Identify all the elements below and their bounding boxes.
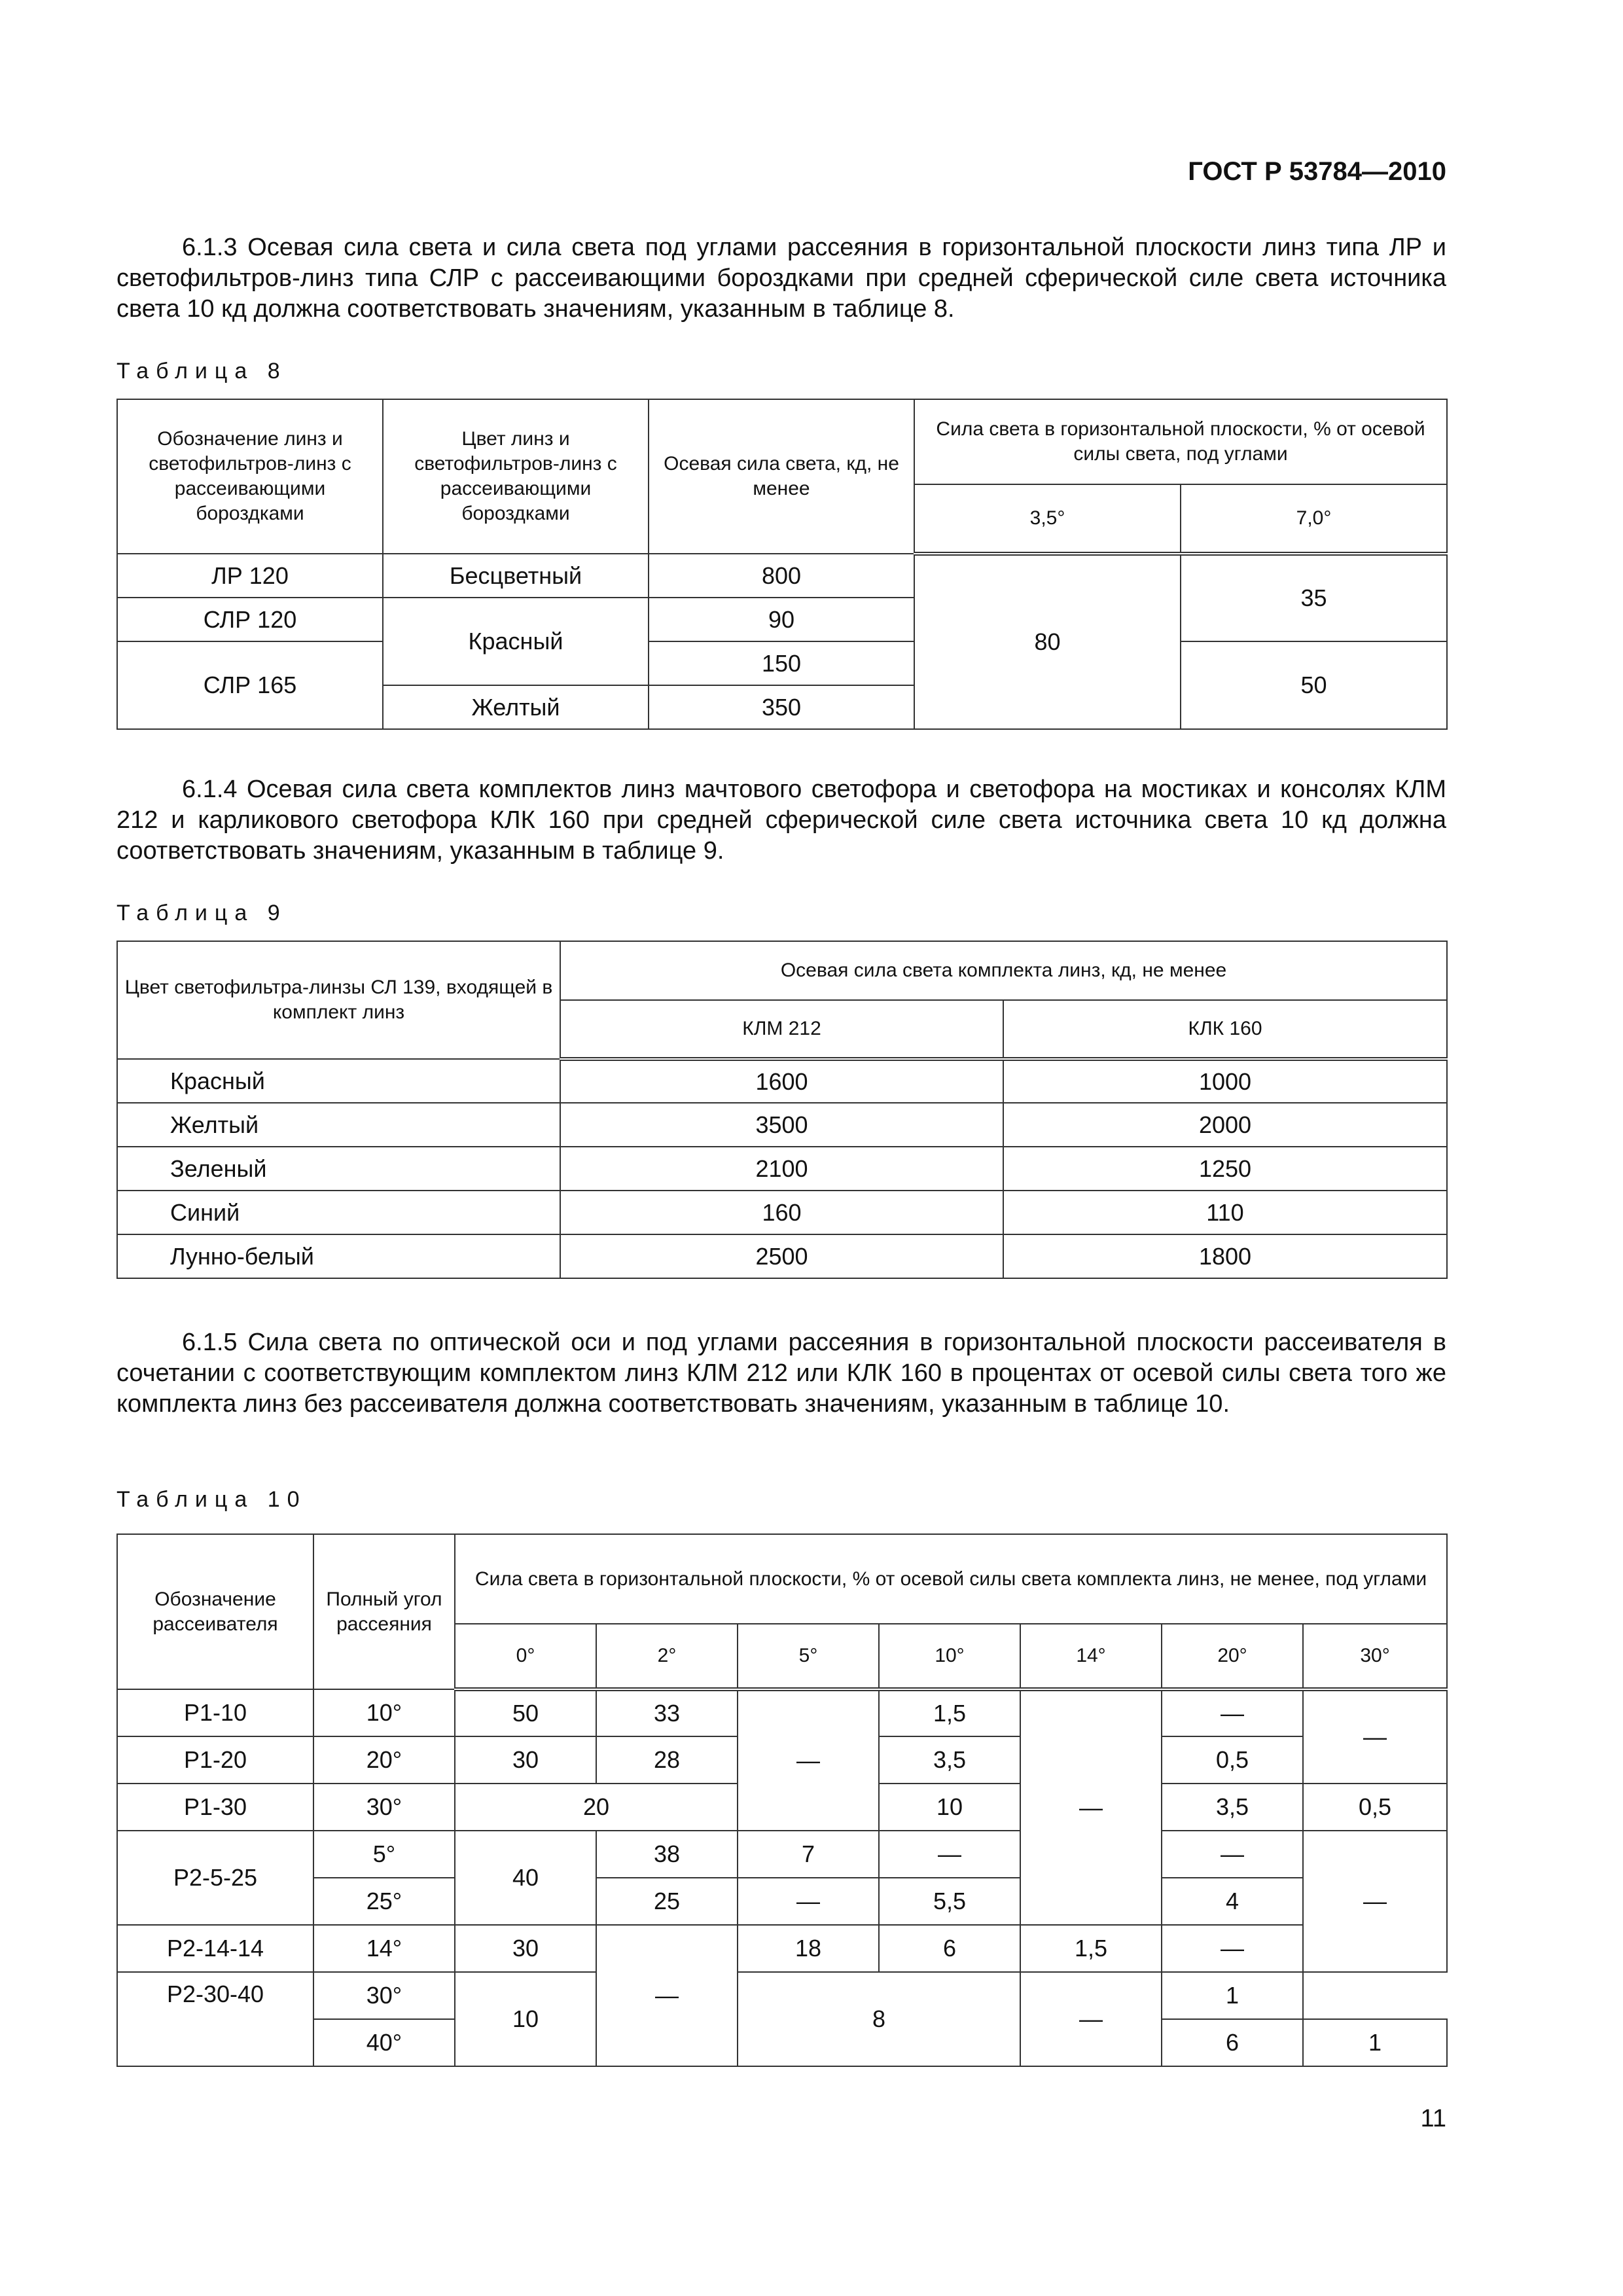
t10-cell: 33 xyxy=(596,1689,738,1736)
t8-header-angle-7-0: 7,0° xyxy=(1181,484,1447,554)
t8-cell: ЛР 120 xyxy=(117,554,383,598)
t10-cell: 5,5 xyxy=(879,1878,1020,1925)
t10-cell: 38 xyxy=(596,1831,738,1878)
t10-cell: 50 xyxy=(455,1689,596,1736)
t10-cell: Р1-20 xyxy=(117,1736,313,1784)
t10-cell: 5° xyxy=(313,1831,455,1878)
t8-cell: Бесцветный xyxy=(383,554,649,598)
t10-cell: 7 xyxy=(738,1831,879,1878)
t10-cell: 1 xyxy=(1162,1972,1303,2019)
t10-cell: 10° xyxy=(313,1689,455,1736)
t9-cell: 2000 xyxy=(1003,1103,1447,1147)
t10-cell: Р1-30 xyxy=(117,1784,313,1831)
t10-cell: 4 xyxy=(1162,1878,1303,1925)
t9-cell: 2500 xyxy=(560,1234,1003,1278)
t10-header-horizontal: Сила света в горизонтальной плоскости, % от осевой силы света комплекта линз, не менее, под углами xyxy=(455,1534,1447,1624)
t10-header-angle-2: 2° xyxy=(596,1624,738,1689)
t10-cell: 14° xyxy=(313,1925,455,1972)
t10-header-angle-5: 5° xyxy=(738,1624,879,1689)
t10-cell: 25 xyxy=(596,1878,738,1925)
t10-cell: — xyxy=(879,1831,1020,1878)
t8-cell: 90 xyxy=(649,598,914,641)
t8-cell: 150 xyxy=(649,641,914,685)
paragraph-6-1-3: 6.1.3 Осевая сила света и сила света под углами рассеяния в горизонтальной плоскости линз типа ЛР и светофильтров-линз типа СЛР с рассеивающими бороздками при средней сферической силе света источника света 10 кд должна соответствовать значениям, указанным в таблице 8. xyxy=(116,234,1446,323)
t10-header-angle-20: 20° xyxy=(1162,1624,1303,1689)
t8-cell: 800 xyxy=(649,554,914,598)
t9-cell-color: Красный xyxy=(117,1059,560,1103)
t10-cell: 30 xyxy=(455,1925,596,1972)
t10-cell: 25° xyxy=(313,1878,455,1925)
t8-cell: 35 xyxy=(1181,554,1447,641)
t10-cell: 28 xyxy=(596,1736,738,1784)
t9-cell: 1800 xyxy=(1003,1234,1447,1278)
t8-header-horizontal: Сила света в горизонтальной плоскости, % от осевой силы света, под углами xyxy=(914,399,1447,484)
t10-cell: — xyxy=(738,1689,879,1831)
t8-cell: 50 xyxy=(1181,641,1447,729)
t8-cell: СЛР 165 xyxy=(117,641,383,729)
t10-cell: — xyxy=(1303,1831,1447,1972)
t10-cell: — xyxy=(596,1925,738,2066)
t10-cell: 20° xyxy=(313,1736,455,1784)
t9-cell: 2100 xyxy=(560,1147,1003,1191)
t10-cell: 3,5 xyxy=(1162,1784,1303,1831)
t10-cell: 18 xyxy=(738,1925,879,1972)
t10-cell: — xyxy=(1020,1689,1162,1925)
t10-cell: 0,5 xyxy=(1303,1784,1447,1831)
t10-cell: 0,5 xyxy=(1162,1736,1303,1784)
t10-cell: — xyxy=(1162,1831,1303,1878)
t10-cell: 10 xyxy=(455,1972,596,2066)
t9-cell: 1000 xyxy=(1003,1059,1447,1103)
t10-cell: 20 xyxy=(455,1784,738,1831)
t8-header-color: Цвет линз и светофильтров-линз с рассеивающими бороздками xyxy=(383,399,649,554)
t10-cell: 3,5 xyxy=(879,1736,1020,1784)
t8-header-designation: Обозначение линз и светофильтров-линз с рассеивающими бороздками xyxy=(117,399,383,554)
t10-cell: 30° xyxy=(313,1784,455,1831)
t10-cell: — xyxy=(738,1878,879,1925)
t10-header-angle: Полный угол рассеяния xyxy=(313,1534,455,1689)
t10-cell: Р2-5-25 xyxy=(117,1831,313,1925)
t10-cell: 6 xyxy=(1162,2019,1303,2066)
t9-header-color: Цвет светофильтра-линзы СЛ 139, входящей в комплект линз xyxy=(117,941,560,1059)
t8-cell: Красный xyxy=(383,598,649,685)
t10-cell: Р2-14-14 xyxy=(117,1925,313,1972)
t10-cell: Р2-30-40 xyxy=(117,1972,313,2066)
t10-cell: — xyxy=(1020,1972,1162,2066)
t10-cell: 1,5 xyxy=(1020,1925,1162,1972)
t9-cell: 1600 xyxy=(560,1059,1003,1103)
t10-cell: — xyxy=(1303,1689,1447,1784)
t10-cell: — xyxy=(1162,1925,1303,1972)
t10-cell: 8 xyxy=(738,1972,1020,2066)
t10-cell: Р1-10 xyxy=(117,1689,313,1736)
t10-cell: 1 xyxy=(1303,2019,1447,2066)
t10-header-angle-0: 0° xyxy=(455,1624,596,1689)
t9-cell: 160 xyxy=(560,1191,1003,1234)
t8-cell: Желтый xyxy=(383,685,649,729)
t8-cell: 350 xyxy=(649,685,914,729)
table-10 xyxy=(116,1534,1448,2067)
t10-header-angle-10: 10° xyxy=(879,1624,1020,1689)
t9-cell: 3500 xyxy=(560,1103,1003,1147)
t10-cell: 40 xyxy=(455,1831,596,1925)
t9-header-klk: КЛК 160 xyxy=(1003,1000,1447,1059)
t10-cell: 30° xyxy=(313,1972,455,2019)
table-8 xyxy=(116,399,1448,730)
t9-cell: 110 xyxy=(1003,1191,1447,1234)
t9-cell-color: Синий xyxy=(117,1191,560,1234)
t9-header-klm: КЛМ 212 xyxy=(560,1000,1003,1059)
t9-cell-color: Желтый xyxy=(117,1103,560,1147)
t10-cell: 10 xyxy=(879,1784,1020,1831)
t10-header-angle-14: 14° xyxy=(1020,1624,1162,1689)
t8-header-angle-3-5: 3,5° xyxy=(914,484,1181,554)
t10-header-angle-30: 30° xyxy=(1303,1624,1447,1689)
t10-cell: 40° xyxy=(313,2019,455,2066)
t9-cell-color: Зеленый xyxy=(117,1147,560,1191)
t8-header-axial: Осевая сила света, кд, не менее xyxy=(649,399,914,554)
table-9 xyxy=(116,941,1448,1279)
t10-cell: 6 xyxy=(879,1925,1020,1972)
paragraph-6-1-4: 6.1.4 Осевая сила света комплектов линз мачтового светофора и светофора на мостиках и консолях КЛМ 212 и карликового светофора КЛК 160 при средней сферической силе света источника света 10 кд должна соответствовать значениям, указанным в таблице 9. xyxy=(116,776,1446,865)
table-8-caption: Таблица 8 xyxy=(116,359,287,384)
page-number: 11 xyxy=(1420,2105,1446,2132)
paragraph-6-1-5: 6.1.5 Сила света по оптической оси и под углами рассеяния в горизонтальной плоскости рассеивателя в сочетании с соответствующим комплектом линз КЛМ 212 или КЛК 160 в процентах от осевой силы света того же комплекта линз без рассеивателя должна соответствовать значениям, указанным в таблице 10. xyxy=(116,1329,1446,1418)
table-9-caption: Таблица 9 xyxy=(116,901,287,925)
t9-cell: 1250 xyxy=(1003,1147,1447,1191)
t10-cell: 1,5 xyxy=(879,1689,1020,1736)
t10-cell: — xyxy=(1162,1689,1303,1736)
t8-cell: СЛР 120 xyxy=(117,598,383,641)
table-10-caption: Таблица 10 xyxy=(116,1487,307,1512)
document-header: ГОСТ Р 53784—2010 xyxy=(1188,157,1446,186)
t9-cell-color: Лунно-белый xyxy=(117,1234,560,1278)
t9-header-axial: Осевая сила света комплекта линз, кд, не менее xyxy=(560,941,1447,1000)
t10-header-designation: Обозначение рассеивателя xyxy=(117,1534,313,1689)
t10-cell: 30 xyxy=(455,1736,596,1784)
t8-cell: 80 xyxy=(914,554,1181,729)
